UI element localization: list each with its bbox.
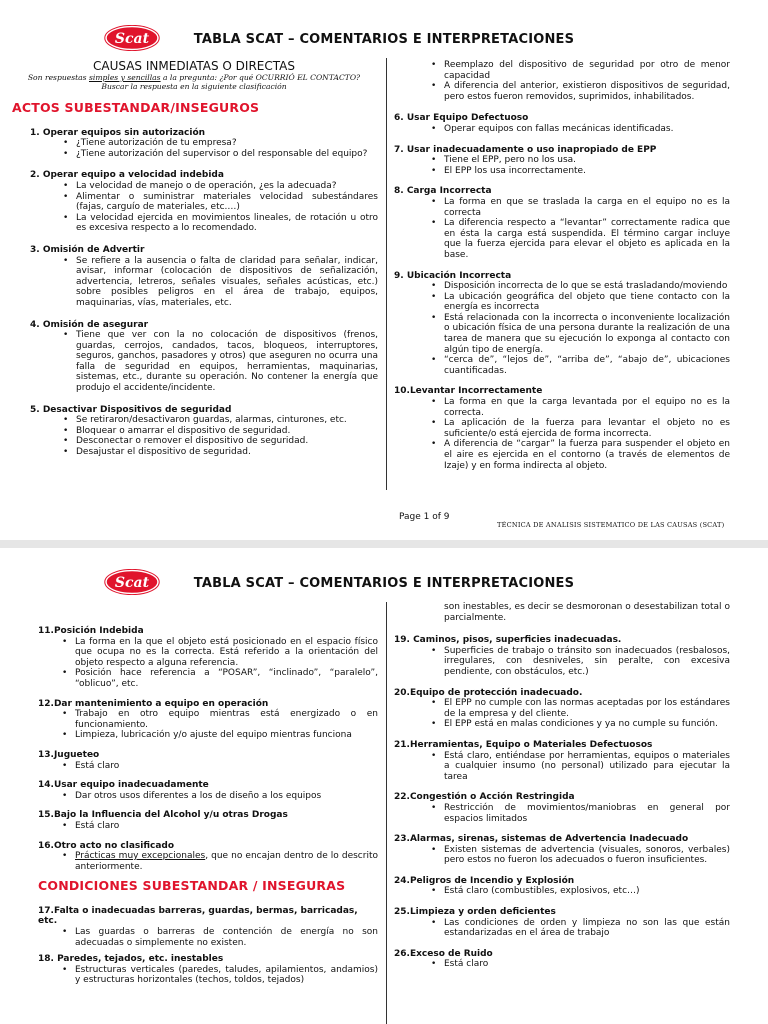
bullet-item: • Alimentar o suministrar materiales velocidad subestándares (fajas, carguío de materiales, etc.…) bbox=[10, 192, 378, 213]
section-heading: 21.Herramientas, Equipo o Materiales Defectuosos bbox=[394, 739, 653, 750]
section-heading: 26.Exceso de Ruido bbox=[394, 948, 493, 959]
bullet-list bbox=[38, 637, 378, 690]
bullet-item: • Posición hace referencia a “POSAR”, “inclinado”, “paralelo”, “oblicuo”, etc. bbox=[38, 668, 378, 689]
bullet-item: • Está claro, entiéndase por herramientas, equipos o materiales a cualquier insumo (no personal) utilizado para ejecutar la tarea bbox=[394, 751, 730, 783]
right-sections bbox=[394, 113, 730, 471]
page-number: Page 1 of 9 bbox=[399, 512, 450, 522]
section-heading: 5. Desactivar Dispositivos de seguridad bbox=[30, 404, 232, 415]
bullet-list bbox=[394, 803, 730, 824]
document-page-2 bbox=[0, 548, 768, 1024]
bullet-item: • La aplicación de la fuerza para levantar el objeto no es suficiente/o está ejercida de forma incorrecta. bbox=[394, 418, 730, 439]
bullet-item: • Las guardas o barreras de contención de energía no son adecuadas o simplemente no existen. bbox=[38, 927, 378, 948]
section-item bbox=[394, 271, 730, 377]
bullet-list bbox=[394, 959, 730, 970]
section-item bbox=[394, 740, 730, 782]
bullet-list bbox=[38, 709, 378, 741]
bullet-item: • Desajustar el dispositivo de seguridad. bbox=[10, 447, 378, 458]
causas-title: CAUSAS INMEDIATAS O DIRECTAS bbox=[93, 59, 295, 73]
subtitle-line-2: Buscar la respuesta en la siguiente clasificación bbox=[101, 82, 287, 91]
bullet-item: • A diferencia de “cargar” la fuerza para suspender el objeto en el aire es ejercida en el contorno (a través de elementos de Izaje) y en forma indirecta al objeto. bbox=[394, 439, 730, 471]
column-divider bbox=[386, 602, 387, 1024]
bullet-item: • Se retiraron/desactivaron guardas, alarmas, cinturones, etc. bbox=[10, 415, 378, 426]
bullet-list bbox=[394, 845, 730, 866]
section-heading: 18. Paredes, tejados, etc. inestables bbox=[38, 954, 224, 965]
section-heading: 2. Operar equipo a velocidad indebida bbox=[30, 170, 224, 181]
column-divider bbox=[386, 58, 387, 490]
section-title-actos: ACTOS SUBESTANDAR/INSEGUROS bbox=[12, 100, 260, 115]
bullet-list bbox=[10, 415, 378, 457]
bullet-item: • Estructuras verticales (paredes, taludes, apilamientos, andamios) y estructuras horizontales (techos, toldos, tejados) bbox=[38, 965, 378, 986]
bullet-list bbox=[10, 181, 378, 234]
section-item bbox=[394, 876, 730, 897]
section-item bbox=[394, 949, 730, 970]
subtitle-pre: Son respuestas bbox=[27, 73, 89, 82]
section-item bbox=[38, 954, 378, 986]
bullet-list bbox=[394, 751, 730, 783]
bullet-list bbox=[394, 698, 730, 730]
section-heading: 16.Otro acto no clasificado bbox=[38, 840, 175, 851]
bullet-list bbox=[394, 397, 730, 471]
bullet-list bbox=[38, 821, 378, 832]
bullet-list bbox=[394, 646, 730, 678]
bullet-item: • El EPP no cumple con las normas aceptadas por los estándares de la empresa y del cliente. bbox=[394, 698, 730, 719]
section-heading: 6. Usar Equipo Defectuoso bbox=[394, 113, 529, 124]
subtitle-post: a la pregunta: ¿Por qué OCURRIÓ EL CONTACTO? bbox=[160, 73, 361, 82]
bullet-item: • Existen sistemas de advertencia (visuales, sonoros, verbales) pero estos no fueron los adecuados o fueron insuficientes. bbox=[394, 845, 730, 866]
section-item bbox=[38, 699, 378, 741]
section-item bbox=[394, 792, 730, 824]
section-heading: 25.Limpieza y orden deficientes bbox=[394, 907, 556, 918]
right-column bbox=[394, 60, 730, 481]
section-item bbox=[394, 834, 730, 866]
section-item bbox=[10, 245, 378, 309]
section-heading: 23.Alarmas, sirenas, sistemas de Advertencia Inadecuado bbox=[394, 834, 689, 845]
section-heading: 3. Omisión de Advertir bbox=[30, 244, 145, 255]
section-heading: 4. Omisión de asegurar bbox=[30, 319, 149, 330]
bullet-item: • Está claro bbox=[38, 821, 378, 832]
section-heading: 20.Equipo de protección inadecuado. bbox=[394, 687, 583, 698]
bullet-item: • La forma en la que el objeto está posicionado en el espacio físico que ocupa no es la correcta. Está referido a la orientación del objeto respecto a alguna referencia. bbox=[38, 637, 378, 669]
section-item bbox=[38, 906, 378, 948]
footer-text: TÉCNICA DE ANALISIS SISTEMATICO DE LAS CAUSAS (SCAT) bbox=[497, 521, 725, 529]
section-item bbox=[38, 810, 378, 831]
section-item bbox=[38, 750, 378, 771]
section-heading: 11.Posición Indebida bbox=[38, 626, 144, 636]
bullet-item: • La forma en que la carga levantada por el equipo no es la correcta. bbox=[394, 397, 730, 418]
bullet-item: • Reemplazo del dispositivo de seguridad por otro de menor capacidad bbox=[394, 60, 730, 81]
continued-list bbox=[394, 60, 730, 102]
section-heading: 17.Falta o inadecuadas barreras, guardas, bermas, barricadas, etc. bbox=[38, 905, 358, 927]
section-heading: 24.Peligros de Incendio y Explosión bbox=[394, 875, 575, 886]
section-item bbox=[394, 145, 730, 177]
bullet-item: • Bloquear o amarrar el dispositivo de seguridad. bbox=[10, 426, 378, 437]
bullet-item: • Tiene que ver con la no colocación de dispositivos (frenos, guardas, cerrojos, candados, tacos, bloqueos, interruptores, seguros, ganchos, pasadores y otros) que aseguren no ocurra una falla de seguridad en equipos, herramientas, maquinarias, sistemas, etc., durante su operación. No contener la energía que produjo el accidente/incidente. bbox=[10, 330, 378, 394]
left-sections-2 bbox=[38, 906, 378, 986]
bullet-list bbox=[10, 256, 378, 309]
bullet-item: • Trabajo en otro equipo mientras está energizado o en funcionamiento. bbox=[38, 709, 378, 730]
bullet-item: • A diferencia del anterior, existieron dispositivos de seguridad, pero estos fueron removidos, suprimidos, inhabilitados. bbox=[394, 81, 730, 102]
bullet-list bbox=[394, 124, 730, 135]
bullet-list bbox=[394, 281, 730, 376]
page-header-title: TABLA SCAT – COMENTARIOS E INTERPRETACIONES bbox=[193, 576, 575, 591]
bullet-item: • ¿Tiene autorización del supervisor o del responsable del equipo? bbox=[10, 149, 378, 160]
section-item bbox=[10, 320, 378, 394]
bullet-item: • Operar equipos con fallas mecánicas identificadas. bbox=[394, 124, 730, 135]
section-heading: 12.Dar mantenimiento a equipo en operación bbox=[38, 698, 269, 709]
bullet-item: • Disposición incorrecta de lo que se está trasladando/moviendo bbox=[394, 281, 730, 292]
section-heading: 7. Usar inadecuadamente o uso inapropiado de EPP bbox=[394, 144, 657, 155]
subtitle-underlined: simples y sencillas bbox=[89, 73, 161, 82]
section-heading: 22.Congestión o Acción Restringida bbox=[394, 792, 575, 803]
bullet-item: • Superficies de trabajo o tránsito son inadecuados (resbalosos, irregulares, con desniveles, sin peralte, con excesiva pendiente, con obstáculos, etc.) bbox=[394, 646, 730, 678]
bullet-item: • Tiene el EPP, pero no los usa. bbox=[394, 155, 730, 166]
section-heading: 9. Ubicación Incorrecta bbox=[394, 270, 512, 281]
svg-text:Scat: Scat bbox=[114, 31, 150, 47]
section-item bbox=[394, 186, 730, 260]
bullet-list bbox=[38, 927, 378, 948]
bullet-item: • Se refiere a la ausencia o falta de claridad para señalar, indicar, avisar, informar (colocación de dispositivos de señalización, advertencia, letreros, señales visuales, señales acústicas, etc.) sobre posibles peligros en el área de trabajo, equipos, maquinarias, vías, materiales, etc. bbox=[10, 256, 378, 309]
bullet-list bbox=[38, 791, 378, 802]
bullet-list bbox=[10, 330, 378, 394]
bullet-list bbox=[38, 761, 378, 772]
bullet-item: • El EPP los usa incorrectamente. bbox=[394, 166, 730, 177]
section-heading: 19. Caminos, pisos, superficies inadecuadas. bbox=[394, 635, 622, 646]
bullet-item: • “cerca de”, “lejos de”, “arriba de”, “abajo de”, ubicaciones cuantificadas. bbox=[394, 355, 730, 376]
bullet-item: • Limpieza, lubricación y/o ajuste del equipo mientras funciona bbox=[38, 730, 378, 741]
section-item bbox=[394, 113, 730, 134]
bullet-item: • La ubicación geográfica del objeto que tiene contacto con la energía es incorrecta bbox=[394, 292, 730, 313]
section-heading: 10.Levantar Incorrectamente bbox=[394, 386, 543, 397]
section-heading: 13.Jugueteo bbox=[38, 749, 100, 760]
page-header-title: TABLA SCAT – COMENTARIOS E INTERPRETACIONES bbox=[193, 32, 575, 47]
section-item bbox=[394, 907, 730, 939]
right-column bbox=[394, 602, 730, 980]
section-heading: 1. Operar equipos sin autorización bbox=[30, 127, 206, 138]
bullet-list bbox=[10, 138, 378, 159]
section-item bbox=[394, 688, 730, 730]
bullet-list bbox=[394, 886, 730, 897]
bullet-item: • Desconectar o remover el dispositivo de seguridad. bbox=[10, 436, 378, 447]
bullet-list bbox=[394, 197, 730, 261]
section-title-condiciones: CONDICIONES SUBESTANDAR / INSEGURAS bbox=[38, 878, 346, 894]
bullet-item: • La diferencia respecto a “levantar” correctamente radica que en ésta la carga está suspendida. El término cargar incluye que la fuerza ejercida para elevar el objeto es aplicada en la base. bbox=[394, 218, 730, 260]
bullet-item: • La velocidad ejercida en movimientos lineales, de rotación u otro es excesiva respecto a lo recomendado. bbox=[10, 213, 378, 234]
left-column bbox=[10, 60, 378, 469]
bullet-rest: , que no encajan dentro de lo descrito anteriormente. bbox=[75, 851, 378, 872]
bullet-item: • Restricción de movimientos/maniobras en general por espacios limitados bbox=[394, 803, 730, 824]
continued-text: son inestables, es decir se desmoronan o desestabilizan total o parcialmente. bbox=[444, 602, 730, 623]
section-item bbox=[38, 626, 378, 690]
subtitle-line-1 bbox=[10, 73, 378, 82]
right-sections bbox=[394, 635, 730, 970]
section-heading: 8. Carga Incorrecta bbox=[394, 186, 492, 197]
section-item bbox=[10, 128, 378, 160]
bullet-item: • ¿Tiene autorización de tu empresa? bbox=[10, 138, 378, 149]
bullet-item bbox=[38, 851, 378, 872]
svg-text:Scat: Scat bbox=[114, 575, 150, 591]
section-heading: 15.Bajo la Influencia del Alcohol y/u otras Drogas bbox=[38, 810, 288, 821]
section-item bbox=[10, 405, 378, 458]
left-sections bbox=[10, 128, 378, 458]
bullet-underlined: Prácticas muy excepcionales bbox=[75, 851, 206, 862]
bullet-item: • Las condiciones de orden y limpieza no son las que están estandarizadas en el área de trabajo bbox=[394, 918, 730, 939]
bullet-list bbox=[38, 851, 378, 872]
section-item bbox=[394, 386, 730, 471]
page-gap bbox=[0, 540, 768, 548]
bullet-list bbox=[394, 918, 730, 939]
section-item bbox=[38, 841, 378, 873]
bullet-list bbox=[38, 965, 378, 986]
section-item bbox=[10, 170, 378, 234]
section-heading: 14.Usar equipo inadecuadamente bbox=[38, 780, 209, 791]
bullet-item: • La velocidad de manejo o de operación, ¿es la adecuada? bbox=[10, 181, 378, 192]
left-column bbox=[38, 626, 378, 992]
section-item bbox=[38, 780, 378, 801]
bullet-item: • Dar otros usos diferentes a los de diseño a los equipos bbox=[38, 791, 378, 802]
bullet-item: • Está relacionada con la incorrecta o inconveniente localización o ubicación física de una persona durante la realización de una tarea de manera que su ejecución lo exponga al contacto con algún tipo de energía. bbox=[394, 313, 730, 355]
bullet-item: • Está claro bbox=[394, 959, 730, 970]
left-sections bbox=[38, 626, 378, 872]
bullet-list bbox=[394, 155, 730, 176]
bullet-item: • La forma en que se traslada la carga en el equipo no es la correcta bbox=[394, 197, 730, 218]
bullet-item: • Está claro (combustibles, explosivos, etc…) bbox=[394, 886, 730, 897]
bullet-item: • Está claro bbox=[38, 761, 378, 772]
bullet-item: • El EPP está en malas condiciones y ya no cumple su función. bbox=[394, 719, 730, 730]
section-item bbox=[394, 635, 730, 677]
